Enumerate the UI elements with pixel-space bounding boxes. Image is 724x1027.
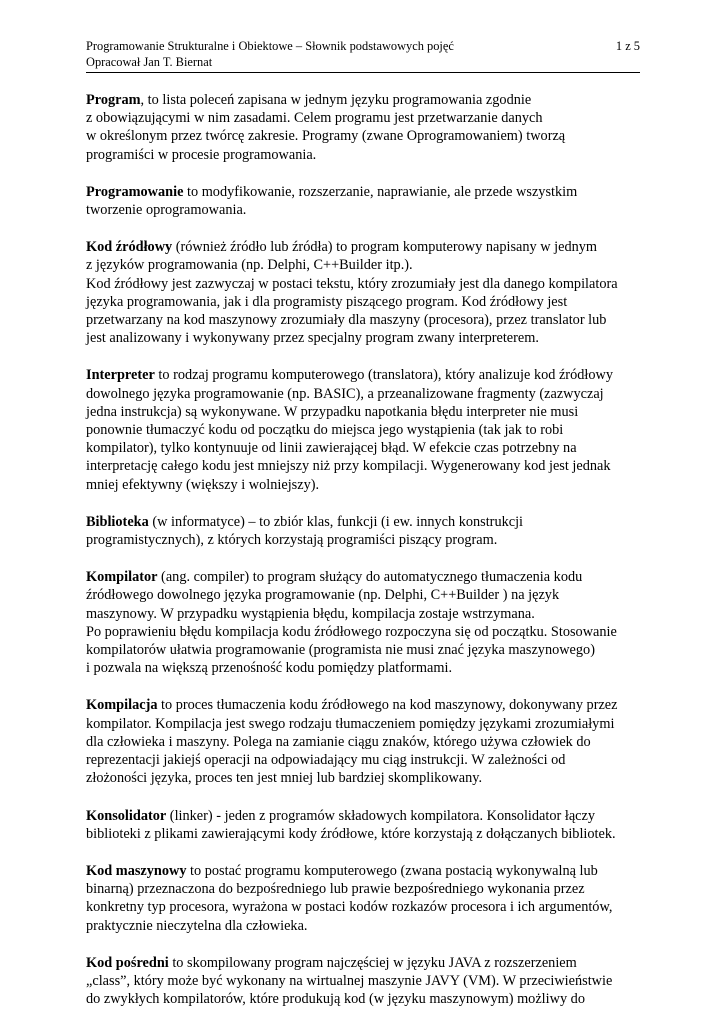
glossary-term: Kod maszynowy [86, 862, 187, 879]
glossary-term: Konsolidator [86, 807, 167, 824]
glossary-entry [86, 954, 640, 1009]
entry-line [86, 641, 640, 659]
glossary-entry [86, 862, 640, 935]
entry-text: interpretację całego kodu jest mniejszy niż przy kompilacji. Wygenerowany kod jest jednak [86, 458, 611, 475]
entry-text: języka programowania, jak i dla programisty piszącego program. Kod źródłowy jest [86, 293, 568, 310]
entry-line [86, 403, 640, 421]
glossary-term: Kod źródłowy [86, 239, 173, 256]
glossary-term: Kod pośredni [86, 954, 169, 971]
glossary-content [86, 91, 640, 1008]
entry-line [86, 421, 640, 439]
entry-text: , to lista poleceń zapisana w jednym języku programowania zgodnie [140, 92, 532, 108]
entry-line [86, 457, 640, 475]
entry-text: to postać programu komputerowego (zwana postacią wykonywalną lub [186, 862, 598, 879]
entry-text: binarną) przeznaczona do bezpośredniego lub prawie bezpośredniego wykonania przez [86, 881, 585, 898]
entry-line [86, 862, 640, 880]
entry-line [86, 954, 640, 972]
entry-text: to rodzaj programu komputerowego (translatora), który analizuje kod źródłowy [154, 367, 613, 384]
entry-line [86, 972, 640, 990]
entry-line [86, 659, 640, 677]
entry-text: w określonym przez twórcę zakresie. Programy (zwane Oprogramowaniem) tworzą [86, 128, 566, 145]
entry-text: reprezentacji jakiejś operacji na odpowiadający mu ciąg instrukcji. W zależności od [86, 752, 566, 769]
entry-line [86, 329, 640, 347]
entry-line [86, 256, 640, 274]
entry-line [86, 311, 640, 329]
entry-text: programistycznych), z których korzystają programiści piszący program. [86, 532, 498, 549]
entry-line [86, 201, 640, 219]
entry-text: programiści w procesie programowania. [86, 146, 317, 163]
entry-text: to modyfikowanie, rozszerzanie, naprawianie, ale przede wszystkim [183, 183, 578, 200]
document-page [86, 38, 640, 1027]
entry-line [86, 769, 640, 787]
entry-text: przetwarzany na kod maszynowy zrozumiały dla maszyny (procesora), przez translator lub [86, 312, 607, 329]
entry-text: dowolnego języka programowanie (np. BASIC), a przeanalizowane fragmenty (zazwyczaj [86, 385, 604, 402]
entry-line [86, 568, 640, 586]
glossary-entry [86, 807, 640, 843]
entry-text: „class”, który może być wykonany na wirtualnej maszynie JAVY (VM). W przeciwieństwie [86, 972, 613, 989]
page-number: 1 z 5 [615, 39, 640, 53]
entry-text: Kod źródłowy jest zazwyczaj w postaci tekstu, który zrozumiały jest dla danego kompilatora [86, 275, 618, 292]
glossary-term: Biblioteka [86, 513, 149, 530]
entry-line [86, 127, 640, 145]
entry-line [86, 275, 640, 293]
entry-line [86, 880, 640, 898]
entry-line [86, 476, 640, 494]
entry-line [86, 439, 640, 457]
entry-line [86, 293, 640, 311]
entry-line [86, 238, 640, 256]
entry-text: z obowiązującymi w nim zasadami. Celem programu jest przetwarzanie danych [86, 110, 543, 127]
glossary-entry [86, 513, 640, 549]
glossary-entry [86, 183, 640, 219]
entry-line [86, 898, 640, 916]
entry-line [86, 183, 640, 201]
entry-line [86, 917, 640, 935]
glossary-term: Programowanie [86, 183, 184, 200]
entry-text: maszynowy. W przypadku wystąpienia błędu, kompilacja zostaje wstrzymana. [86, 605, 535, 622]
entry-line [86, 366, 640, 384]
glossary-entry [86, 366, 640, 493]
entry-text: biblioteki z plikami zawierającymi kody źródłowe, które korzystają z dołączanych bibliotek. [86, 825, 616, 842]
entry-text: praktycznie nieczytelna dla człowieka. [86, 917, 308, 934]
entry-text: Po poprawieniu błędu kompilacja kodu źródłowego rozpoczyna się od początku. Stosowanie [86, 623, 617, 640]
entry-line [86, 751, 640, 769]
entry-line [86, 696, 640, 714]
entry-line [86, 733, 640, 751]
entry-line [86, 109, 640, 127]
header-author: Opracował Jan T. Biernat [86, 55, 213, 69]
entry-text: jedna instrukcja) są wykonywane. W przypadku napotkania błędu interpreter nie musi [86, 403, 579, 420]
entry-line [86, 605, 640, 623]
entry-line [86, 513, 640, 531]
entry-line [86, 146, 640, 164]
glossary-term: Kompilacja [86, 697, 158, 714]
entry-text: (ang. compiler) to program służący do automatycznego tłumaczenia kodu [157, 569, 583, 586]
entry-text: dla człowieka i maszyny. Polega na zamianie ciągu znaków, którego używa człowiek do [86, 733, 591, 750]
entry-text: tworzenie oprogramowania. [86, 202, 247, 219]
entry-text: konkretny typ procesora, wyrażona w postaci kodów rozkazów procesora i ich argumentów, [86, 899, 613, 916]
page-header [86, 38, 640, 73]
glossary-term: Interpreter [86, 367, 155, 384]
entry-text: to skompilowany program najczęściej w języku JAVA z rozszerzeniem [168, 954, 577, 971]
entry-text: kompilator. Kompilacja jest swego rodzaju tłumaczeniem pomiędzy językami zrozumiałymi [86, 715, 615, 732]
entry-text: ponownie tłumaczyć kodu od początku do miejsca jego wystąpienia (tak jak to robi [86, 422, 564, 439]
entry-text: kompilator), tylko kontynuuje od linii zawierającej błąd. W efekcie czas potrzebny na [86, 440, 577, 457]
entry-text: kompilatorów ułatwia programowanie (programista nie musi znać języka maszynowego) [86, 642, 595, 659]
entry-text: złożoności języka, proces ten jest mniej lub bardziej skomplikowany. [86, 770, 483, 787]
entry-text: to proces tłumaczenia kodu źródłowego na kod maszynowy, dokonywany przez [157, 697, 618, 714]
entry-line [86, 825, 640, 843]
entry-text: źródłowego dowolnego języka programowanie (np. Delphi, C++Builder ) na język [86, 587, 560, 604]
glossary-term: Kompilator [86, 569, 158, 586]
entry-text: i pozwala na większą przenośność kodu pomiędzy platformami. [86, 660, 453, 677]
entry-text: mniej efektywny (większy i wolniejszy). [86, 476, 320, 493]
entry-text: do zwykłych kompilatorów, które produkują kod (w języku maszynowym) możliwy do [86, 991, 585, 1008]
entry-line [86, 586, 640, 604]
entry-text: (również źródło lub źródła) to program komputerowy napisany w jednym [172, 239, 598, 256]
entry-text: (w informatyce) – to zbiór klas, funkcji (i ew. innych konstrukcji [148, 513, 524, 530]
glossary-entry [86, 238, 640, 347]
entry-text: jest analizowany i wykonywany przez specjalny program zwany interpreterem. [86, 330, 539, 347]
entry-text: (linker) - jeden z programów składowych kompilatora. Konsolidator łączy [166, 807, 596, 824]
entry-text: z języków programowania (np. Delphi, C++Builder itp.). [86, 257, 413, 274]
glossary-term: Program [86, 92, 141, 108]
glossary-entry [86, 696, 640, 787]
glossary-entry [86, 568, 640, 677]
entry-line [86, 807, 640, 825]
entry-line [86, 91, 640, 109]
entry-line [86, 715, 640, 733]
entry-line [86, 990, 640, 1008]
entry-line [86, 531, 640, 549]
entry-line [86, 385, 640, 403]
header-title: Programowanie Strukturalne i Obiektowe – Słownik podstawowych pojęć [86, 39, 454, 53]
entry-line [86, 623, 640, 641]
glossary-entry [86, 91, 640, 164]
